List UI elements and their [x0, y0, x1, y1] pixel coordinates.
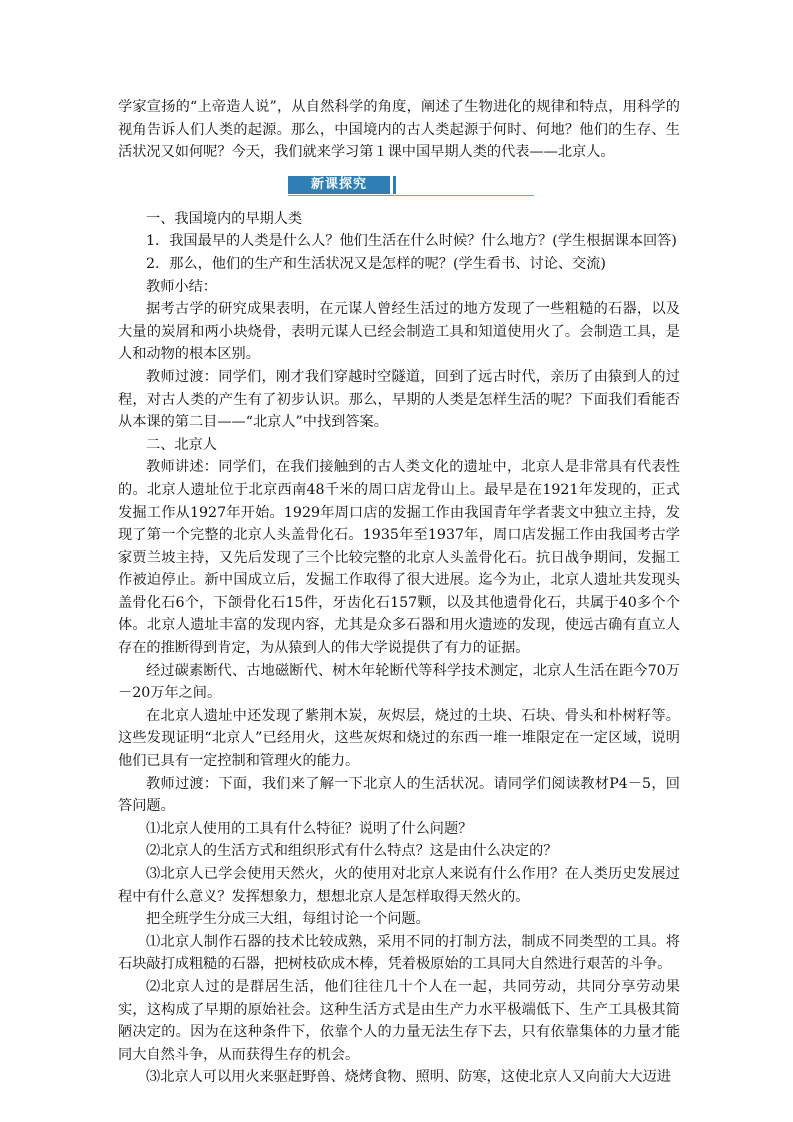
answer-lifestyle: ⑵北京人过的是群居生活，他们往往几十个人在一起，共同劳动，共同分享劳动果实，这构成了早期的原始社会。这种生活方式是由生产力水平极端低下、生产工具极其简陋决定的。因为在这种条件下，依靠个人的力量无法生存下去，只有依靠集体的力量才能同大自然斗争，从而获得生存的机会。 — [118, 978, 680, 1063]
question-1: 1．我国最早的人类是什么人？他们生活在什么时候？什么地方？(学生根据课本回答) — [146, 233, 677, 250]
heading-early-humans: 一、我国境内的早期人类 — [146, 210, 303, 227]
paragraph-fire-evidence: 在北京人遗址中还发现了紫荆木炭，灰烬层，烧过的土块、石块、骨头和朴树籽等。这些发现证明“北京人”已经用火，这些灰烬和烧过的东西一堆一堆限定在一定区域，说明他们已具有一定控制和管理火的能力。 — [118, 707, 680, 770]
paragraph-group-instruction: 把全班学生分成三大组，每组讨论一个问题。 — [146, 911, 430, 928]
question-fire: ⑶北京人已学会使用天然火，火的使用对北京人来说有什么作用？在人类历史发展过程中有什么意义？发挥想象力，想想北京人是怎样取得天然火的。 — [118, 866, 680, 905]
answer-tools: ⑴北京人制作石器的技术比较成熟，采用不同的打制方法，制成不同类型的工具。将石块敲打成粗糙的石器，把树枝砍成木棒，凭着极原始的工具同大自然进行艰苦的斗争。 — [118, 933, 680, 973]
paragraph-yuanmou: 据考古学的研究成果表明，在元谋人曾经生活过的地方发现了一些粗糙的石器，以及大量的炭屑和两小块烧骨，表明元谋人已经会制造工具和知道使用火了。会制造工具，是人和动物的根本区别。 — [118, 301, 680, 363]
question-tools: ⑴北京人使用的工具有什么特征？说明了什么问题？ — [146, 820, 473, 837]
paragraph-peking-site: 教师讲述：同学们，在我们接触到的古人类文化的遗址中，北京人是非常具有代表性的。北京人遗址位于北京西南48千米的周口店龙骨山上。最早是在1921年发现的，正式发掘工作从1927年开始。1929年周口店的发掘工作由我国青年学者裴文中独立主持，发现了第一个完整的北京人头盖骨化石。1935年至1937年，周口店发掘工作由我国考古学家贾兰坡主持，又先后发现了三个比较完整的北京人头盖骨化石。抗日战争期间，发掘工作被迫停止。新中国成立后，发掘工作取得了很大进展。迄今为止，北京人遗址共发现头盖骨化石6个，下颌骨化石15件，牙齿化石157颗，以及其他遗骨化石，共属于40多个个体。北京人遗址丰富的发现内容，尤其是众多石器和用火遗迹的发现，使远古确有直立人存在的推断得到肯定，为从猿到人的伟大学说提供了有力的证据。 — [118, 459, 680, 657]
section-heading: 新课探究 — [288, 176, 390, 194]
question-2: 2．那么，他们的生产和生活状况又是怎样的呢？(学生看书、讨论、交流) — [146, 255, 606, 272]
paragraph-transition-2: 教师过渡：下面，我们来了解一下北京人的生活状况。请同学们阅读教材P4－5，回答问题。 — [118, 775, 680, 815]
document-body — [118, 96, 680, 1089]
section-heading-bar — [118, 176, 680, 200]
heading-underline — [288, 195, 534, 196]
heading-peking-man: 二、北京人 — [146, 436, 217, 453]
paragraph-transition-1: 教师过渡：同学们，刚才我们穿越时空隧道，回到了远古时代，亲历了由猿到人的过程，对古人类的产生有了初步认识。那么，早期的人类是怎样生活的呢？下面我们看能否从本课的第二目——“北京人”中找到答案。 — [118, 368, 680, 431]
intro-paragraph: 学家宣扬的“上帝造人说”，从自然科学的角度，阐述了生物进化的规律和特点，用科学的视角告诉人们人类的起源。那么，中国境内的古人类起源于何时、何地？他们的生存、生活状况又如何呢？今天，我们就来学习第１课中国早期人类的代表——北京人。 — [118, 99, 680, 161]
paragraph-dating: 经过碳素断代、古地磁断代、树木年轮断代等科学技术测定，北京人生活在距今70万－20万年之间。 — [118, 662, 680, 702]
question-lifestyle: ⑵北京人的生活方式和组织形式有什么特点？这是由什么决定的？ — [146, 843, 558, 860]
heading-accent-mark — [393, 176, 396, 194]
answer-fire: ⑶北京人可以用火来驱赶野兽、烧烤食物、照明、防寒，这使北京人又向前大大迈进 — [146, 1069, 671, 1086]
teacher-summary-label: 教师小结： — [146, 278, 217, 295]
